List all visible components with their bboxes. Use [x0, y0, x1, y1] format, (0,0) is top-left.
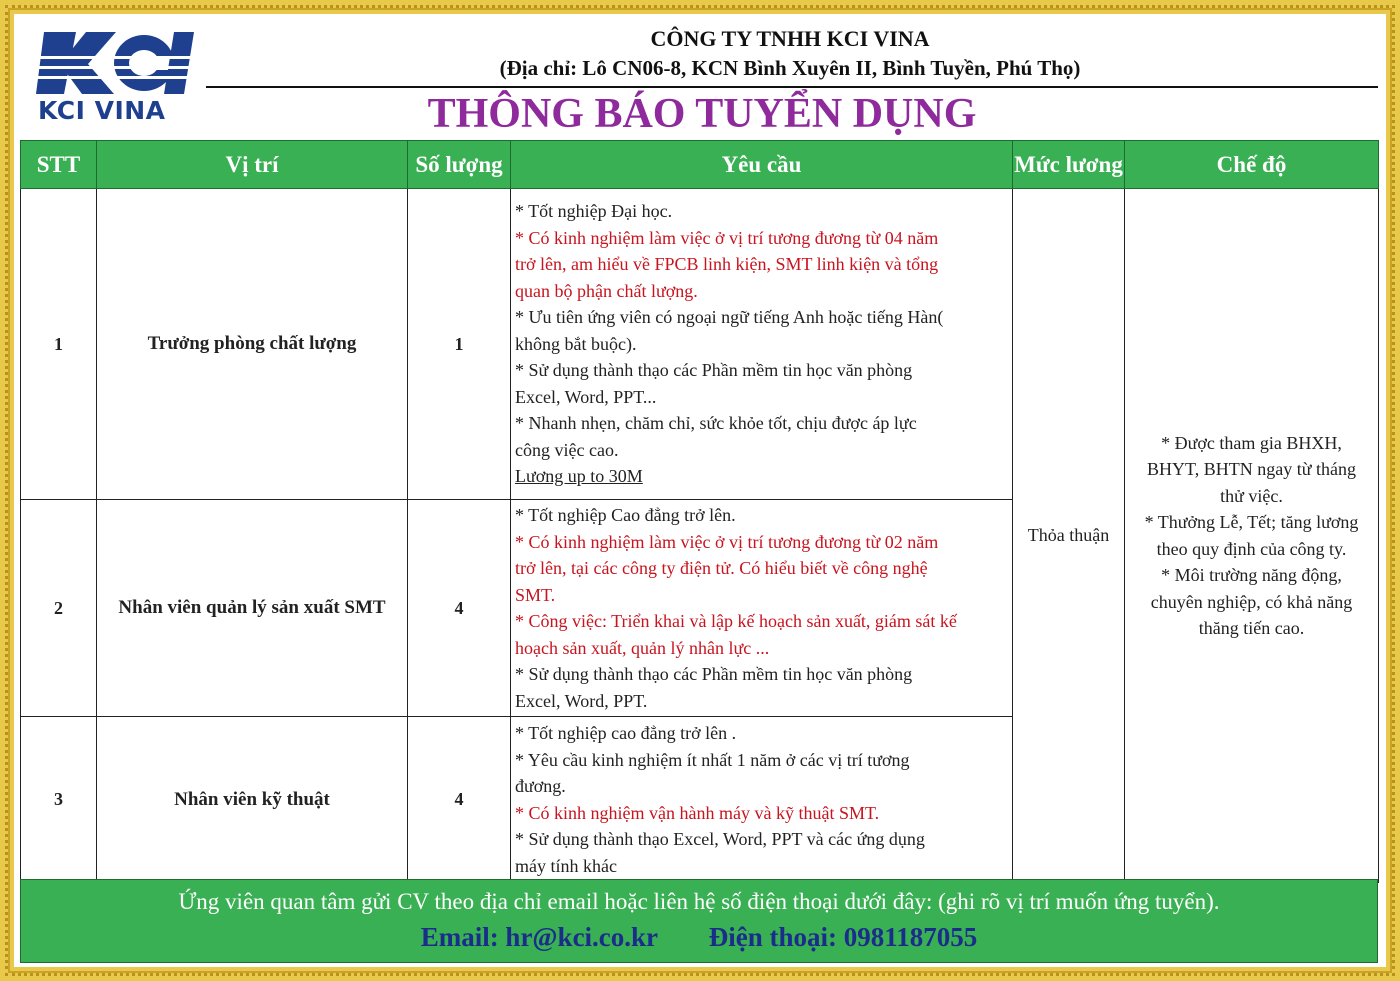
row-quantity: 4: [408, 717, 511, 883]
column-header-position: Vị trí: [97, 141, 408, 189]
row-position: Nhân viên quản lý sản xuất SMT: [97, 500, 408, 717]
row-requirements: [511, 717, 1013, 883]
requirement-line-highlight: * Có kinh nghiệm làm việc ở vị trí tương đương từ 04 năm: [515, 227, 939, 248]
requirement-line: * Sử dụng thành thạo các Phần mềm tin học văn phòng: [515, 360, 913, 381]
requirement-line: * Sử dụng thành thạo Excel, Word, PPT và các ứng dụng: [515, 829, 925, 849]
requirement-line: Excel, Word, PPT.: [515, 690, 648, 711]
row-quantity: 1: [408, 189, 511, 500]
requirement-line: * Nhanh nhẹn, chăm chỉ, sức khỏe tốt, chịu được áp lực: [515, 413, 917, 434]
salary-cell: Thỏa thuận: [1013, 189, 1125, 883]
contact-line: [21, 922, 1377, 953]
contact-phone: Điện thoại: 0981187055: [708, 922, 978, 952]
benefit-line: BHYT, BHTN ngay từ tháng: [1147, 459, 1356, 479]
table-header-row: [21, 141, 1379, 189]
column-header-salary: Mức lương: [1013, 141, 1125, 189]
requirement-line-highlight: * Công việc: Triển khai và lập kế hoạch sản xuất, giám sát kế: [515, 611, 957, 631]
contact-email: Email: hr@kci.co.kr: [420, 922, 659, 952]
requirement-line: * Yêu cầu kinh nghiệm ít nhất 1 năm ở các vị trí tương: [515, 749, 910, 770]
requirement-line-highlight: hoạch sản xuất, quản lý nhân lực ...: [515, 637, 770, 658]
requirement-line: không bắt buộc).: [515, 333, 637, 354]
benefit-line: * Được tham gia BHXH,: [1161, 432, 1342, 453]
row-requirements: [511, 189, 1013, 500]
job-table: [20, 140, 1379, 883]
salary-note: Lương up to 30M: [515, 466, 643, 487]
application-note: Ứng viên quan tâm gửi CV theo địa chỉ email hoặc liên hệ số điện thoại dưới đây: (ghi rõ vị trí muốn ứng tuyển).: [178, 889, 1220, 914]
notice-title: THÔNG BÁO TUYỂN DỤNG: [427, 91, 977, 137]
requirement-line: * Ưu tiên ứng viên có ngoại ngữ tiếng Anh hoặc tiếng Hàn(: [515, 307, 944, 328]
benefit-line: * Thưởng Lễ, Tết; tăng lương: [1144, 512, 1359, 532]
requirement-line: * Sử dụng thành thạo các Phần mềm tin học văn phòng: [515, 664, 913, 684]
column-header-quantity: Số lượng: [408, 141, 511, 189]
row-stt: 2: [21, 500, 97, 717]
column-header-benefits: Chế độ: [1125, 141, 1379, 189]
row-requirements: [511, 500, 1013, 717]
requirement-line: * Tốt nghiệp Đại học.: [515, 201, 673, 222]
requirement-line-highlight: * Có kinh nghiệm làm việc ở vị trí tương đương từ 02 năm: [515, 531, 939, 552]
column-header-requirements: Yêu cầu: [511, 141, 1013, 189]
contact-footer: [20, 879, 1378, 963]
requirement-line-highlight: * Có kinh nghiệm vận hành máy và kỹ thuật SMT.: [515, 802, 880, 823]
requirement-line: công việc cao.: [515, 439, 619, 460]
benefit-line: theo quy định của công ty.: [1156, 538, 1347, 559]
benefit-line: * Môi trường năng động,: [1161, 565, 1342, 585]
row-stt: 1: [21, 189, 97, 500]
requirement-line: đương.: [515, 776, 566, 796]
company-address: (Địa chỉ: Lô CN06-8, KCN Bình Xuyên II, Bình Tuyền, Phú Thọ): [499, 56, 1081, 80]
row-position: Nhân viên kỹ thuật: [97, 717, 408, 883]
requirement-line: Excel, Word, PPT...: [515, 386, 657, 407]
requirement-line-highlight: trở lên, tại các công ty điện tử. Có hiểu biết về công nghệ: [515, 558, 928, 578]
benefit-line: thử việc.: [1220, 485, 1283, 506]
requirement-line-highlight: trở lên, am hiểu về FPCB linh kiện, SMT linh kiện và tổng: [515, 254, 939, 275]
requirement-line: máy tính khác: [515, 855, 617, 876]
notice-header: [22, 22, 1378, 140]
header-divider: [206, 86, 1378, 88]
row-stt: 3: [21, 717, 97, 883]
requirement-line-highlight: quan bộ phận chất lượng.: [515, 280, 698, 301]
requirement-line-highlight: SMT.: [515, 584, 556, 605]
benefit-line: thăng tiến cao.: [1198, 618, 1305, 638]
company-name: CÔNG TY TNHH KCI VINA: [650, 26, 930, 51]
benefit-line: chuyên nghiệp, có khả năng: [1150, 591, 1353, 612]
logo-text: KCI VINA: [38, 96, 166, 125]
table-row: [21, 189, 1379, 500]
requirement-line: * Tốt nghiệp Cao đẳng trở lên.: [515, 505, 736, 525]
row-quantity: 4: [408, 500, 511, 717]
requirement-line: * Tốt nghiệp cao đẳng trở lên .: [515, 723, 737, 743]
row-position: Trưởng phòng chất lượng: [97, 189, 408, 500]
column-header-stt: STT: [21, 141, 97, 189]
benefits-cell: [1125, 189, 1379, 883]
